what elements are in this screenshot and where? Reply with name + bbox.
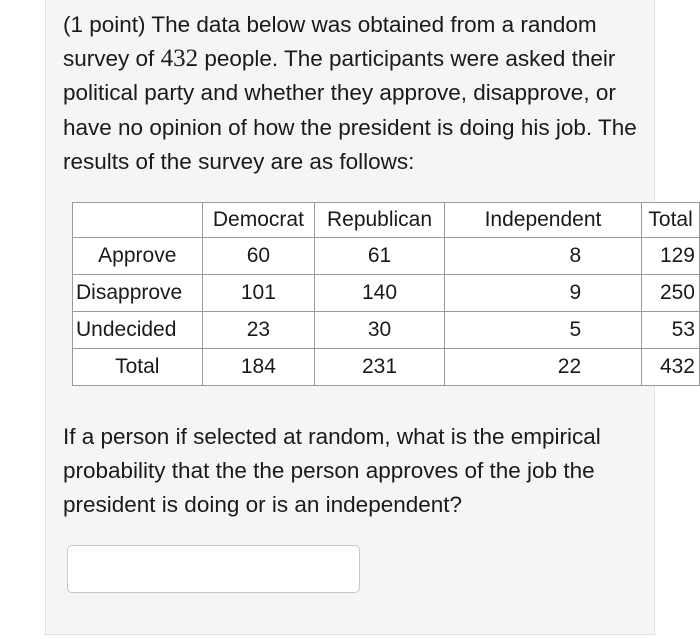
header-cell-independent: Independent (444, 203, 641, 238)
table-row (73, 238, 700, 275)
row-label: Undecided (73, 312, 203, 349)
header-cell-republican: Republican (315, 203, 445, 238)
table-cell: 23 (202, 312, 315, 349)
intro-suffix: people. The participants were asked their political party and whether they approve, disapprove, or have no opinion of how the president is doing his job. The results of the survey are as follows: (63, 46, 637, 174)
header-cell-democrat: Democrat (202, 203, 315, 238)
table-cell: 140 (315, 275, 445, 312)
row-label: Approve (73, 238, 203, 275)
table-row (73, 349, 700, 386)
table-cell: 129 (642, 238, 700, 275)
header-cell-total: Total (642, 203, 700, 238)
table-cell: 53 (642, 312, 700, 349)
intro-prefix: (1 point) The data below was obtained from a random survey of (63, 12, 597, 72)
row-label: Disapprove (73, 275, 203, 312)
table-cell: 9 (444, 275, 641, 312)
survey-table (72, 202, 700, 386)
table-cell: 250 (642, 275, 700, 312)
row-label: Total (73, 349, 203, 386)
table-cell: 30 (315, 312, 445, 349)
table-cell: 60 (202, 238, 315, 275)
table-cell: 184 (202, 349, 315, 386)
table-row (73, 312, 700, 349)
problem-intro (63, 8, 653, 179)
table-cell: 22 (444, 349, 641, 386)
table-cell: 61 (315, 238, 445, 275)
table-cell: 101 (202, 275, 315, 312)
table-cell: 5 (444, 312, 641, 349)
table-header-row (73, 203, 700, 238)
sample-size: 432 (160, 45, 199, 73)
header-cell-empty (73, 203, 203, 238)
table-cell: 8 (444, 238, 641, 275)
table-cell: 432 (642, 349, 700, 386)
table-cell: 231 (315, 349, 445, 386)
answer-input[interactable] (67, 545, 360, 593)
table-row (73, 275, 700, 312)
question-text: If a person if selected at random, what is the empirical probability that the the person approves of the job the president is doing or is an independent? (63, 424, 601, 518)
